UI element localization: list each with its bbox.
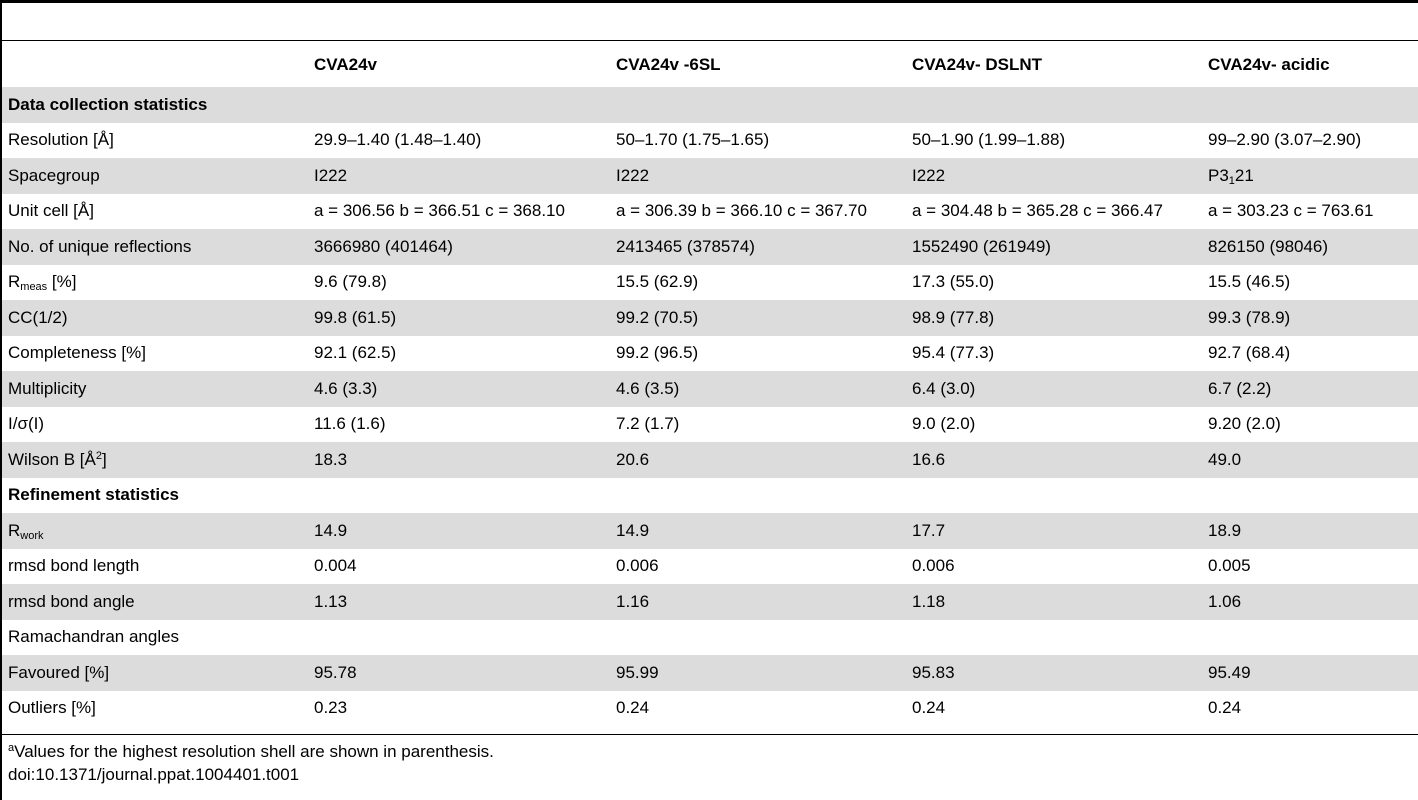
table-cell: 18.9 xyxy=(1202,513,1418,549)
table-cell: 0.24 xyxy=(1208,698,1242,718)
table-cell: 50–1.90 (1.99–1.88) xyxy=(912,130,1066,150)
table-cell: 2413465 (378574) xyxy=(610,229,906,265)
table-cell: 95.49 xyxy=(1202,655,1418,691)
table-cell: 49.0 xyxy=(1202,442,1418,478)
table-cell: 92.7 (68.4) xyxy=(1208,343,1291,363)
row-label: Outliers [%] xyxy=(8,698,96,718)
table-cell: 7.2 (1.7) xyxy=(616,414,680,434)
table-cell: 0.23 xyxy=(314,698,348,718)
table-row xyxy=(2,655,1418,691)
table-cell: 95.83 xyxy=(906,655,1202,691)
table-cell: 16.6 xyxy=(906,442,1202,478)
table-row xyxy=(2,123,1418,159)
footnote-text: Values for the highest resolution shell are shown in parenthesis. xyxy=(14,742,494,761)
table-row xyxy=(2,691,1418,727)
table-row xyxy=(2,371,1418,407)
table-cell: 0.24 xyxy=(912,698,946,718)
table-cell: 0.24 xyxy=(616,698,650,718)
table-cell: 99.2 (70.5) xyxy=(610,300,906,336)
table-cell xyxy=(906,87,1202,123)
table-cell: 1.18 xyxy=(906,584,1202,620)
table-cell: 20.6 xyxy=(610,442,906,478)
header-rule xyxy=(0,40,1418,41)
table-cell: 99.2 (96.5) xyxy=(616,343,699,363)
table-cell: 1.06 xyxy=(1202,584,1418,620)
table-cell: 6.7 (2.2) xyxy=(1202,371,1418,407)
table-cell xyxy=(906,620,1202,656)
table-row xyxy=(2,265,1418,301)
table-cell: a = 303.23 c = 763.61 xyxy=(1208,201,1374,221)
table-cell xyxy=(1202,87,1418,123)
table-cell: 6.4 (3.0) xyxy=(906,371,1202,407)
table-cell: 826150 (98046) xyxy=(1202,229,1418,265)
table-cell: 1.16 xyxy=(610,584,906,620)
table-cell: a = 306.56 b = 366.51 c = 368.10 xyxy=(314,201,565,221)
table-cell: 0.006 xyxy=(616,556,659,576)
table-cell: 17.3 (55.0) xyxy=(912,272,995,292)
table-cell: 99.8 (61.5) xyxy=(308,300,610,336)
table-row xyxy=(2,407,1418,443)
row-label: CC(1/2) xyxy=(2,300,308,336)
table-cell: 50–1.70 (1.75–1.65) xyxy=(616,130,770,150)
column-header: CVA24v -6SL xyxy=(616,55,721,74)
row-label: I/σ(I) xyxy=(8,414,44,434)
table-cell: 17.7 xyxy=(906,513,1202,549)
table-cell xyxy=(1202,620,1418,656)
table-cell: 4.6 (3.5) xyxy=(610,371,906,407)
table-cell xyxy=(610,87,906,123)
table-cell: 0.006 xyxy=(912,556,955,576)
section-row xyxy=(2,87,1418,123)
table-cell xyxy=(308,478,610,514)
crystallography-statistics-table xyxy=(2,43,1418,726)
table-cell: 15.5 (62.9) xyxy=(616,272,699,292)
table-cell: 95.78 xyxy=(308,655,610,691)
column-header xyxy=(2,43,308,87)
table-row xyxy=(2,158,1418,194)
table-row xyxy=(2,336,1418,372)
row-label: Unit cell [Å] xyxy=(8,201,94,221)
table-cell xyxy=(610,620,906,656)
table-header-row xyxy=(2,43,1418,87)
table-cell: 11.6 (1.6) xyxy=(314,414,386,434)
column-header: CVA24v xyxy=(314,55,377,74)
table-cell: a = 304.48 b = 365.28 c = 366.47 xyxy=(912,201,1163,221)
table-cell xyxy=(308,87,610,123)
row-label: Multiplicity xyxy=(2,371,308,407)
table-body xyxy=(2,87,1418,726)
row-label: $R_{work}$ xyxy=(2,513,308,549)
table-cell: 0.005 xyxy=(1208,556,1251,576)
row-label: Refinement statistics xyxy=(8,485,179,505)
table-row xyxy=(2,300,1418,336)
row-label: No. of unique reflections xyxy=(2,229,308,265)
table-cell: 14.9 xyxy=(610,513,906,549)
table-cell: a = 306.39 b = 366.10 c = 367.70 xyxy=(616,201,867,221)
table-row xyxy=(2,549,1418,585)
column-header: CVA24v- acidic xyxy=(1208,55,1330,74)
column-header: CVA24v- DSLNT xyxy=(912,55,1043,74)
table-cell: I222 xyxy=(610,158,906,194)
table-cell xyxy=(1202,478,1418,514)
footnote-line xyxy=(8,740,494,763)
table-cell: 1552490 (261949) xyxy=(906,229,1202,265)
table-cell: 15.5 (46.5) xyxy=(1208,272,1291,292)
row-label: Favoured [%] xyxy=(2,655,308,691)
section-row xyxy=(2,478,1418,514)
row-label: Resolution [Å] xyxy=(8,130,114,150)
table-cell: I222 xyxy=(906,158,1202,194)
doi-text: doi:10.1371/journal.ppat.1004401.t001 xyxy=(8,765,300,784)
row-label: $R_{meas}$ [%] xyxy=(8,272,77,294)
table-cell: 92.1 (62.5) xyxy=(314,343,397,363)
table-cell: 98.9 (77.8) xyxy=(906,300,1202,336)
table-cell: 18.3 xyxy=(308,442,610,478)
row-label: rmsd bond angle xyxy=(2,584,308,620)
table-footnote xyxy=(8,740,494,786)
table-cell: 99.3 (78.9) xyxy=(1202,300,1418,336)
row-label: Data collection statistics xyxy=(2,87,308,123)
table-cell: 4.6 (3.3) xyxy=(308,371,610,407)
table-row xyxy=(2,442,1418,478)
row-label: Wilson B $[Å^2]$ xyxy=(2,442,308,478)
row-label: Ramachandran angles xyxy=(8,627,180,647)
table-cell: 9.0 (2.0) xyxy=(912,414,976,434)
row-label: Completeness [%] xyxy=(8,343,146,363)
table-cell: 99–2.90 (3.07–2.90) xyxy=(1208,130,1362,150)
top-rule xyxy=(0,0,1418,3)
row-label: rmsd bond length xyxy=(8,556,140,576)
table-row xyxy=(2,584,1418,620)
row-label: Spacegroup xyxy=(2,158,308,194)
table-row xyxy=(2,194,1418,230)
table-cell: 95.4 (77.3) xyxy=(912,343,995,363)
footnote-marker: a xyxy=(8,742,15,754)
bottom-rule xyxy=(0,734,1418,735)
table-cell: 9.6 (79.8) xyxy=(314,272,387,292)
table-cell: 14.9 xyxy=(308,513,610,549)
table-cell: 9.20 (2.0) xyxy=(1208,414,1281,434)
table-row xyxy=(2,620,1418,656)
table-cell: 3666980 (401464) xyxy=(308,229,610,265)
table-cell xyxy=(906,478,1202,514)
table-cell: 95.99 xyxy=(610,655,906,691)
table-cell: $P3_121$ xyxy=(1202,158,1418,194)
table-cell: I222 xyxy=(308,158,610,194)
table-row xyxy=(2,513,1418,549)
table-cell: 0.004 xyxy=(314,556,357,576)
table-cell: 29.9–1.40 (1.48–1.40) xyxy=(314,130,482,150)
table-cell xyxy=(308,620,610,656)
table-cell xyxy=(610,478,906,514)
table-cell: 1.13 xyxy=(308,584,610,620)
table-row xyxy=(2,229,1418,265)
